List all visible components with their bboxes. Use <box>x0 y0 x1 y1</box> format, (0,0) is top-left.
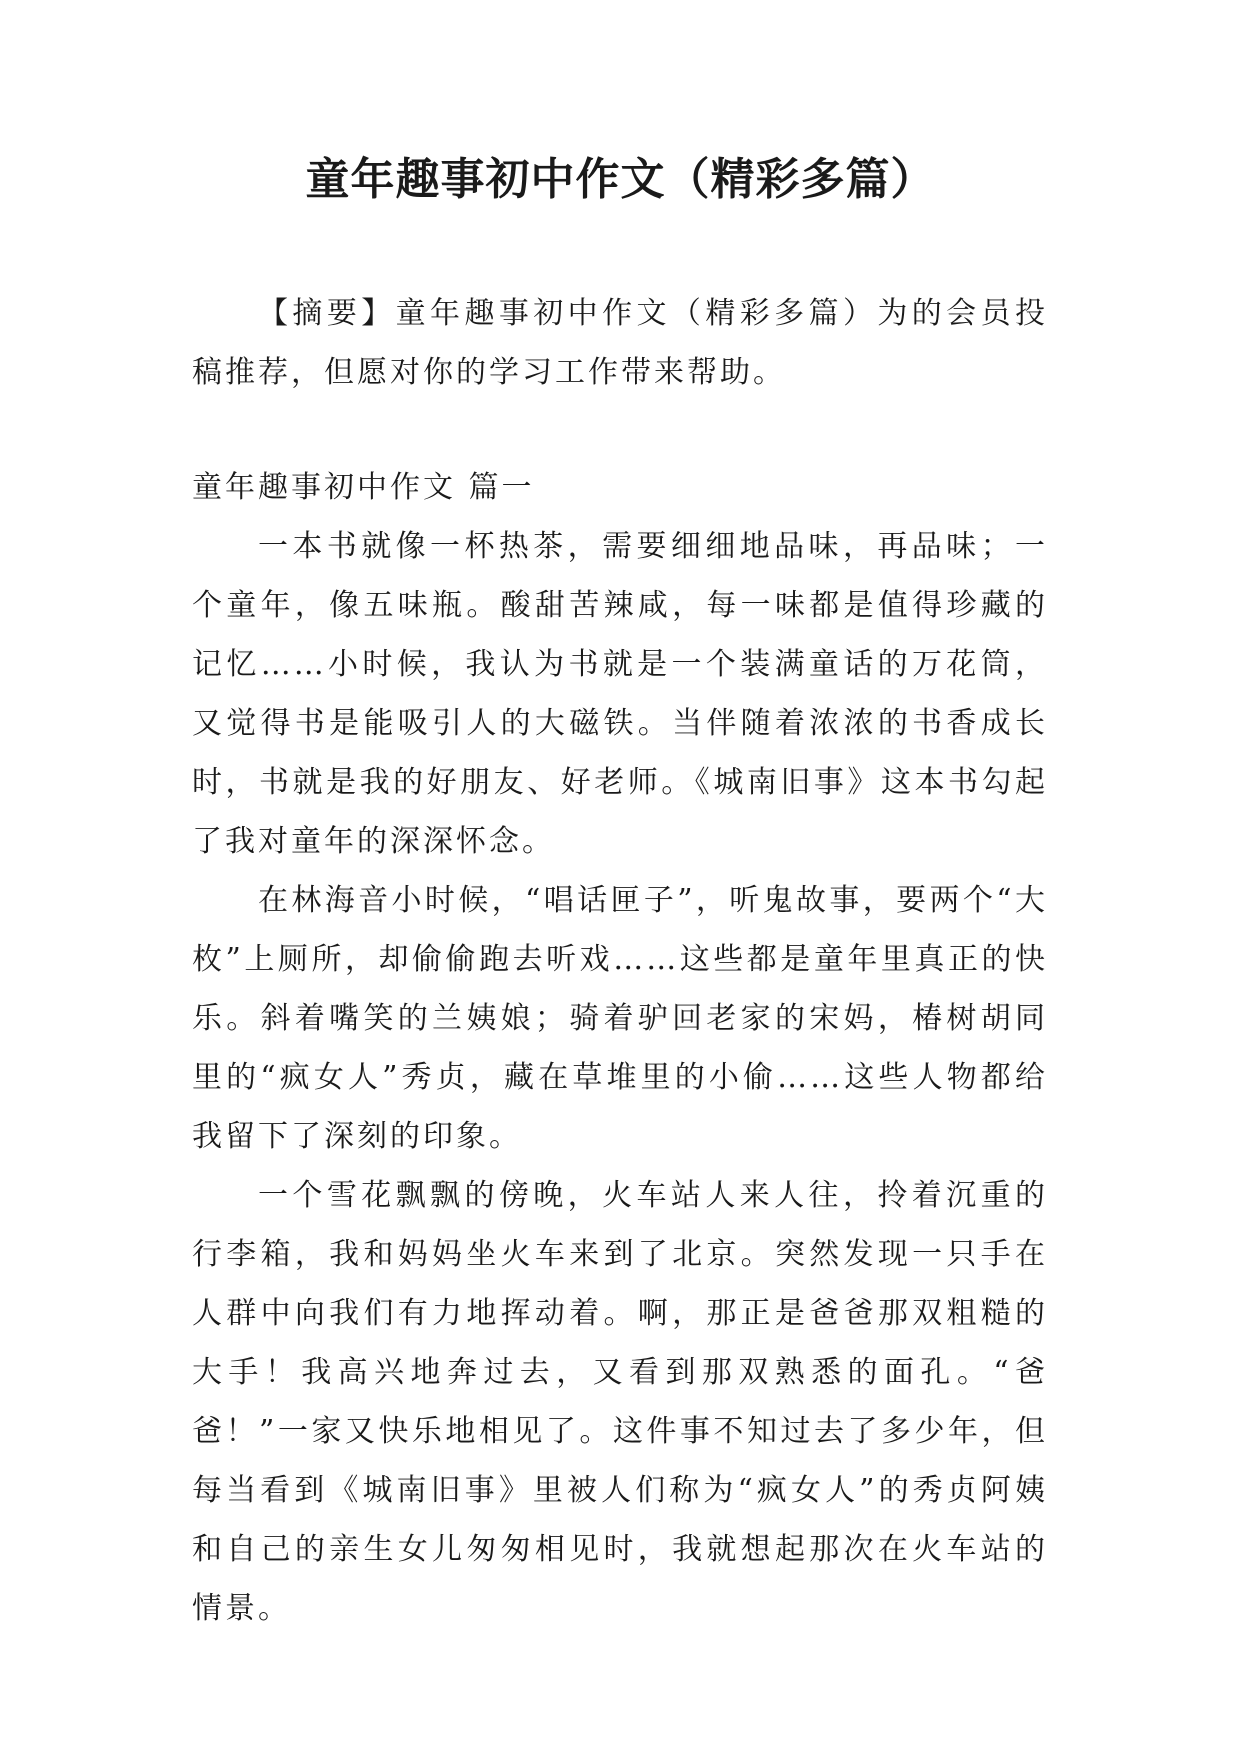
section-heading: 童年趣事初中作文 篇一 <box>192 470 535 505</box>
essay-paragraph-2: 在林海音小时候，“唱话匣子”，听鬼故事，要两个“大枚”上厕所，却偷偷跑去听戏……这些都是童年里真正的快乐。斜着嘴笑的兰姨娘；骑着驴回老家的宋妈，椿树胡同里的“疯女人”秀贞，藏在草堆里的小偷……这些人物都给我留下了深刻的印象。 <box>192 883 1048 1154</box>
essay-paragraph-3: 一个雪花飘飘的傍晚，火车站人来人往，拎着沉重的行李箱，我和妈妈坐火车来到了北京。突然发现一只手在人群中向我们有力地挥动着。啊，那正是爸爸那双粗糙的大手！我高兴地奔过去，又看到那双熟悉的面孔。“爸爸！”一家又快乐地相见了。这件事不知过去了多少年，但每当看到《城南旧事》里被人们称为“疯女人”的秀贞阿姨和自己的亲生女儿匆匆相见时，我就想起那次在火车站的情景。 <box>192 1178 1048 1626</box>
essay-body <box>192 517 1048 1638</box>
abstract-paragraph: 【摘要】童年趣事初中作文（精彩多篇）为的会员投稿推荐，但愿对你的学习工作带来帮助。 <box>192 296 1048 390</box>
essay-paragraph-1: 一本书就像一杯热茶，需要细细地品味，再品味；一个童年，像五味瓶。酸甜苦辣咸，每一味都是值得珍藏的记忆……小时候，我认为书就是一个装满童话的万花筒，又觉得书是能吸引人的大磁铁。当伴随着浓浓的书香成长时，书就是我的好朋友、好老师。《城南旧事》这本书勾起了我对童年的深深怀念。 <box>192 529 1048 859</box>
document-title: 童年趣事初中作文（精彩多篇） <box>305 154 936 205</box>
